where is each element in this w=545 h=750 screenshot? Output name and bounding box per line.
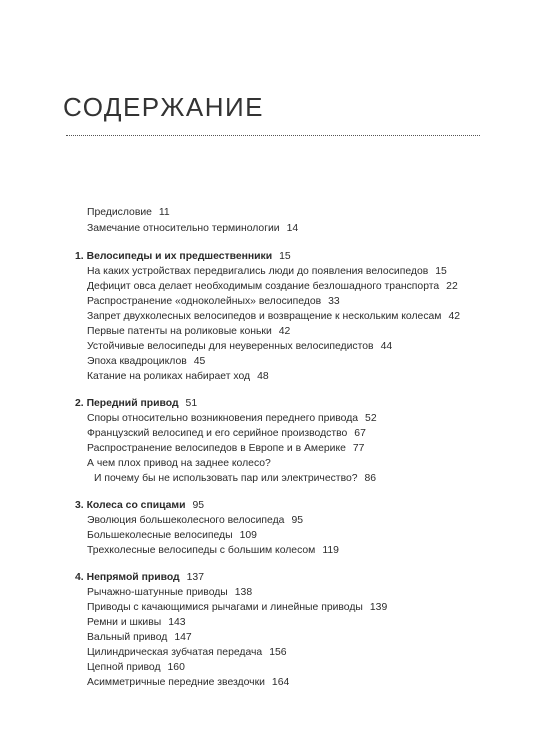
toc-entry-page: 77 [352, 443, 365, 454]
toc-entry-title: Рычажно-шатунные приводы [87, 587, 228, 598]
chapter-title: Непрямой привод [86, 572, 180, 583]
toc-entry-title: Замечание относительно терминологии [87, 223, 280, 234]
toc-entry [87, 223, 298, 235]
toc-entry-page: 86 [364, 473, 377, 484]
toc-entry [87, 428, 366, 440]
toc-entry [87, 515, 303, 527]
chapter-page: 137 [186, 572, 204, 583]
toc-entry [87, 587, 252, 599]
chapter-number: 3. [75, 500, 84, 511]
chapter-title: Велосипеды и их предшественники [86, 251, 273, 262]
toc-chapter [75, 500, 204, 512]
toc-entry-title: Первые патенты на роликовые коньки [87, 326, 272, 337]
toc-entry [87, 647, 287, 659]
toc-entry-title: Эпоха квадроциклов [87, 356, 187, 367]
toc-entry-title: И почему бы не использовать пар или электричество? [94, 473, 358, 484]
chapter-number: 1. [75, 251, 84, 262]
page-title: СОДЕРЖАНИЕ [63, 92, 265, 122]
toc-entry [87, 443, 364, 455]
toc-entry [87, 677, 289, 689]
toc-entry [87, 602, 387, 614]
dotted-divider [66, 135, 480, 136]
toc-entry-page: 138 [234, 587, 253, 598]
toc-entry-page: 156 [269, 647, 287, 658]
toc-entry-page: 11 [158, 207, 170, 218]
toc-entry-page: 147 [174, 632, 192, 643]
toc-entry-title: Распространение велосипедов в Европе и в Америке [87, 443, 346, 454]
toc-entry-page: 95 [291, 515, 304, 526]
toc-entry-title: Предисловие [87, 207, 152, 218]
toc-entry-page: 52 [365, 413, 377, 424]
toc-entry-title: Асимметричные передние звездочки [87, 677, 265, 688]
toc-entry-title: Французский велосипед и его серийное производство [87, 428, 348, 439]
toc-entry [87, 458, 271, 470]
toc-entry-page: 22 [446, 281, 458, 292]
toc-entry-title: На каких устройствах передвигались люди до появления велосипедов [87, 266, 429, 277]
toc-entry-page: 67 [354, 428, 366, 439]
toc-entry-title: Дефицит овса делает необходимым создание безлошадного транспорта [87, 281, 440, 292]
toc-entry-page: 48 [257, 371, 269, 382]
toc-entry-page: 119 [322, 545, 339, 556]
toc-entry [87, 207, 170, 219]
toc-entry-title: Цепной привод [87, 662, 161, 673]
toc-entry-title: Трехколесные велосипеды с большим колесом [87, 545, 316, 556]
toc-entry [87, 530, 257, 542]
toc-entry-page: 33 [328, 296, 340, 307]
toc-entry-title: Споры относительно возникновения переднего привода [87, 413, 359, 424]
toc-entry [87, 341, 392, 353]
toc-entry [94, 473, 376, 485]
chapter-page: 15 [279, 251, 291, 262]
toc-entry-page: 14 [286, 223, 299, 234]
toc-entry-page: 15 [435, 266, 447, 277]
toc-entry [87, 413, 377, 425]
toc-entry-title: Вальный привод [87, 632, 168, 643]
toc-entry-page: 160 [167, 662, 185, 673]
toc-entry-title: А чем плох привод на заднее колесо? [87, 458, 271, 469]
chapter-number: 4. [75, 572, 84, 583]
toc-entry-title: Катание на роликах набирает ход [87, 371, 251, 382]
toc-entry [87, 617, 186, 629]
toc-entry [87, 632, 192, 644]
toc-entry-page: 45 [193, 356, 206, 367]
toc-chapter [75, 572, 204, 584]
toc-entry [87, 545, 339, 557]
chapter-number: 2. [75, 398, 84, 409]
toc-entry-title: Большеколесные велосипеды [87, 530, 233, 541]
toc-entry-title: Устойчивые велосипеды для неуверенных велосипедистов [87, 341, 374, 352]
chapter-title: Колеса со спицами [86, 500, 186, 511]
toc-entry-title: Цилиндрическая зубчатая передача [87, 647, 263, 658]
toc-entry-page: 164 [271, 677, 290, 688]
toc-entry-page: 109 [239, 530, 257, 541]
toc-entry-page: 42 [448, 311, 461, 322]
toc-entry [87, 371, 269, 383]
toc-entry [87, 356, 205, 368]
chapter-page: 95 [192, 500, 205, 511]
toc-entry [87, 281, 458, 293]
toc-entry-title: Распространение «одноколейных» велосипедов [87, 296, 322, 307]
toc-entry-title: Эволюция большеколесного велосипеда [87, 515, 285, 526]
chapter-page: 51 [185, 398, 198, 409]
toc-entry [87, 662, 185, 674]
toc-chapter [75, 251, 291, 263]
toc-entry [87, 311, 460, 323]
toc-entry [87, 296, 340, 308]
toc-entry-page: 44 [380, 341, 393, 352]
toc-entry-title: Приводы с качающимися рычагами и линейные приводы [87, 602, 363, 613]
toc-entry-title: Ремни и шкивы [87, 617, 162, 628]
chapter-title: Передний привод [86, 398, 179, 409]
toc-entry [87, 266, 447, 278]
toc-entry-page: 139 [369, 602, 388, 613]
toc-entry [87, 326, 290, 338]
toc-entry-page: 42 [278, 326, 291, 337]
toc-chapter [75, 398, 197, 410]
toc-entry-title: Запрет двухколесных велосипедов и возвращение к нескольким колесам [87, 311, 442, 322]
toc-entry-page: 143 [168, 617, 186, 628]
